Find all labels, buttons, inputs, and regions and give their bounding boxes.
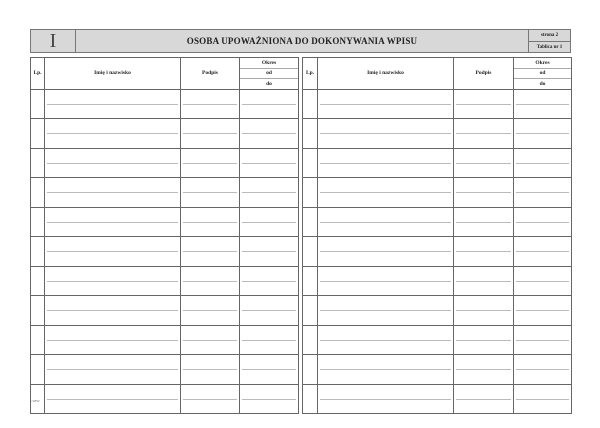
- table-row: [303, 207, 572, 237]
- signature-cell[interactable]: [181, 266, 240, 296]
- signature-cell[interactable]: [181, 148, 240, 178]
- period-header: [240, 58, 299, 90]
- signature-header: Podpis: [181, 58, 240, 90]
- lp-cell[interactable]: [303, 325, 318, 355]
- signature-cell[interactable]: [181, 325, 240, 355]
- period-cell[interactable]: [240, 384, 299, 414]
- signature-cell[interactable]: [454, 325, 514, 355]
- table-row: [303, 355, 572, 385]
- period-cell[interactable]: [514, 325, 572, 355]
- lp-cell[interactable]: [31, 237, 45, 267]
- period-cell[interactable]: [514, 266, 572, 296]
- period-header: [514, 58, 572, 90]
- signature-cell[interactable]: [181, 207, 240, 237]
- name-cell[interactable]: [45, 237, 181, 267]
- period-cell[interactable]: [514, 355, 572, 385]
- period-cell[interactable]: [240, 207, 299, 237]
- signature-cell[interactable]: [454, 119, 514, 149]
- signature-cell[interactable]: [454, 89, 514, 119]
- lp-cell[interactable]: [31, 355, 45, 385]
- signature-cell[interactable]: [181, 178, 240, 208]
- lp-cell[interactable]: [31, 296, 45, 326]
- signature-cell[interactable]: [181, 237, 240, 267]
- table-row: [31, 325, 299, 355]
- form-code: 1/4FW: [30, 399, 40, 403]
- form-title: OSOBA UPOWAŻNIONA DO DOKONYWANIA WPISU: [186, 36, 418, 46]
- signature-cell[interactable]: [454, 148, 514, 178]
- lp-cell[interactable]: [303, 89, 318, 119]
- name-cell[interactable]: [45, 148, 181, 178]
- name-cell[interactable]: [318, 355, 454, 385]
- section-number: I: [31, 30, 76, 52]
- lp-cell[interactable]: [31, 207, 45, 237]
- table-row: [303, 384, 572, 414]
- table-row: [303, 237, 572, 267]
- period-cell[interactable]: [240, 325, 299, 355]
- name-cell[interactable]: [45, 178, 181, 208]
- name-cell[interactable]: [45, 119, 181, 149]
- period-cell[interactable]: [514, 237, 572, 267]
- table-row: [303, 178, 572, 208]
- signature-cell[interactable]: [454, 355, 514, 385]
- signature-cell[interactable]: [454, 237, 514, 267]
- lp-header: Lp.: [303, 58, 318, 90]
- lp-cell[interactable]: [31, 89, 45, 119]
- name-cell[interactable]: [45, 89, 181, 119]
- lp-cell[interactable]: [31, 148, 45, 178]
- table-row: [303, 89, 572, 119]
- period-cell[interactable]: [514, 178, 572, 208]
- table-row: [31, 237, 299, 267]
- period-cell[interactable]: [240, 237, 299, 267]
- lp-cell[interactable]: [31, 119, 45, 149]
- name-header: Imię i nazwisko: [45, 58, 181, 90]
- table-row: [31, 148, 299, 178]
- signature-header: Podpis: [454, 58, 514, 90]
- lp-cell[interactable]: [303, 207, 318, 237]
- lp-cell[interactable]: [31, 266, 45, 296]
- name-header: Imię i nazwisko: [318, 58, 454, 90]
- period-cell[interactable]: [514, 296, 572, 326]
- name-cell[interactable]: [45, 325, 181, 355]
- table-row: [303, 296, 572, 326]
- period-cell[interactable]: [514, 207, 572, 237]
- table-row: [31, 296, 299, 326]
- lp-cell[interactable]: [303, 119, 318, 149]
- name-cell[interactable]: [318, 178, 454, 208]
- period-cell[interactable]: [514, 119, 572, 149]
- lp-cell[interactable]: [303, 148, 318, 178]
- page-meta: [528, 30, 570, 52]
- period-cell[interactable]: [240, 296, 299, 326]
- table-row: [303, 148, 572, 178]
- period-label: Okres: [240, 58, 298, 69]
- name-cell[interactable]: [45, 384, 181, 414]
- signature-cell[interactable]: [454, 207, 514, 237]
- name-cell[interactable]: [45, 355, 181, 385]
- period-cell[interactable]: [514, 384, 572, 414]
- table-row: [31, 119, 299, 149]
- period-from-label: od: [240, 69, 298, 80]
- signature-cell[interactable]: [181, 119, 240, 149]
- period-cell[interactable]: [240, 148, 299, 178]
- lp-cell[interactable]: [303, 355, 318, 385]
- period-cell[interactable]: [240, 266, 299, 296]
- lp-cell[interactable]: [303, 384, 318, 414]
- lp-cell[interactable]: [303, 296, 318, 326]
- name-cell[interactable]: [318, 384, 454, 414]
- period-cell[interactable]: [240, 355, 299, 385]
- register-table-left: [30, 57, 299, 414]
- name-cell[interactable]: [45, 207, 181, 237]
- name-cell[interactable]: [318, 119, 454, 149]
- signature-cell[interactable]: [454, 384, 514, 414]
- lp-cell[interactable]: [31, 178, 45, 208]
- signature-cell[interactable]: [454, 178, 514, 208]
- name-cell[interactable]: [318, 266, 454, 296]
- name-cell[interactable]: [318, 296, 454, 326]
- lp-cell[interactable]: [303, 178, 318, 208]
- table-row: [31, 207, 299, 237]
- signature-cell[interactable]: [181, 296, 240, 326]
- period-to-label: do: [266, 80, 272, 87]
- period-cell[interactable]: [514, 148, 572, 178]
- name-cell[interactable]: [318, 237, 454, 267]
- name-cell[interactable]: [318, 148, 454, 178]
- signature-cell[interactable]: [181, 89, 240, 119]
- period-to-label: do: [539, 80, 546, 87]
- period-cell[interactable]: [240, 119, 299, 149]
- signature-cell[interactable]: [454, 296, 514, 326]
- page-number: strona 2: [529, 30, 570, 42]
- signature-cell[interactable]: [181, 384, 240, 414]
- table-row: [303, 266, 572, 296]
- signature-cell[interactable]: [181, 355, 240, 385]
- lp-header: Lp.: [31, 58, 45, 90]
- name-cell[interactable]: [318, 325, 454, 355]
- table-number: Tablica nr 1: [536, 45, 563, 50]
- table-row: [303, 325, 572, 355]
- lp-cell[interactable]: [31, 325, 45, 355]
- name-cell[interactable]: [45, 296, 181, 326]
- period-cell[interactable]: [240, 89, 299, 119]
- period-from-label: od: [514, 69, 571, 80]
- signature-cell[interactable]: [454, 266, 514, 296]
- table-row: [31, 178, 299, 208]
- table-row: [31, 266, 299, 296]
- table-row: [31, 355, 299, 385]
- name-cell[interactable]: [45, 266, 181, 296]
- lp-cell[interactable]: [303, 266, 318, 296]
- name-cell[interactable]: [318, 207, 454, 237]
- table-row: [303, 119, 572, 149]
- table-row: [31, 89, 299, 119]
- table-row: [31, 384, 299, 414]
- period-cell[interactable]: [514, 89, 572, 119]
- register-table-right: [302, 57, 572, 414]
- period-cell[interactable]: [240, 178, 299, 208]
- lp-cell[interactable]: [303, 237, 318, 267]
- name-cell[interactable]: [318, 89, 454, 119]
- form-header: [30, 29, 571, 53]
- period-label: Okres: [514, 58, 571, 69]
